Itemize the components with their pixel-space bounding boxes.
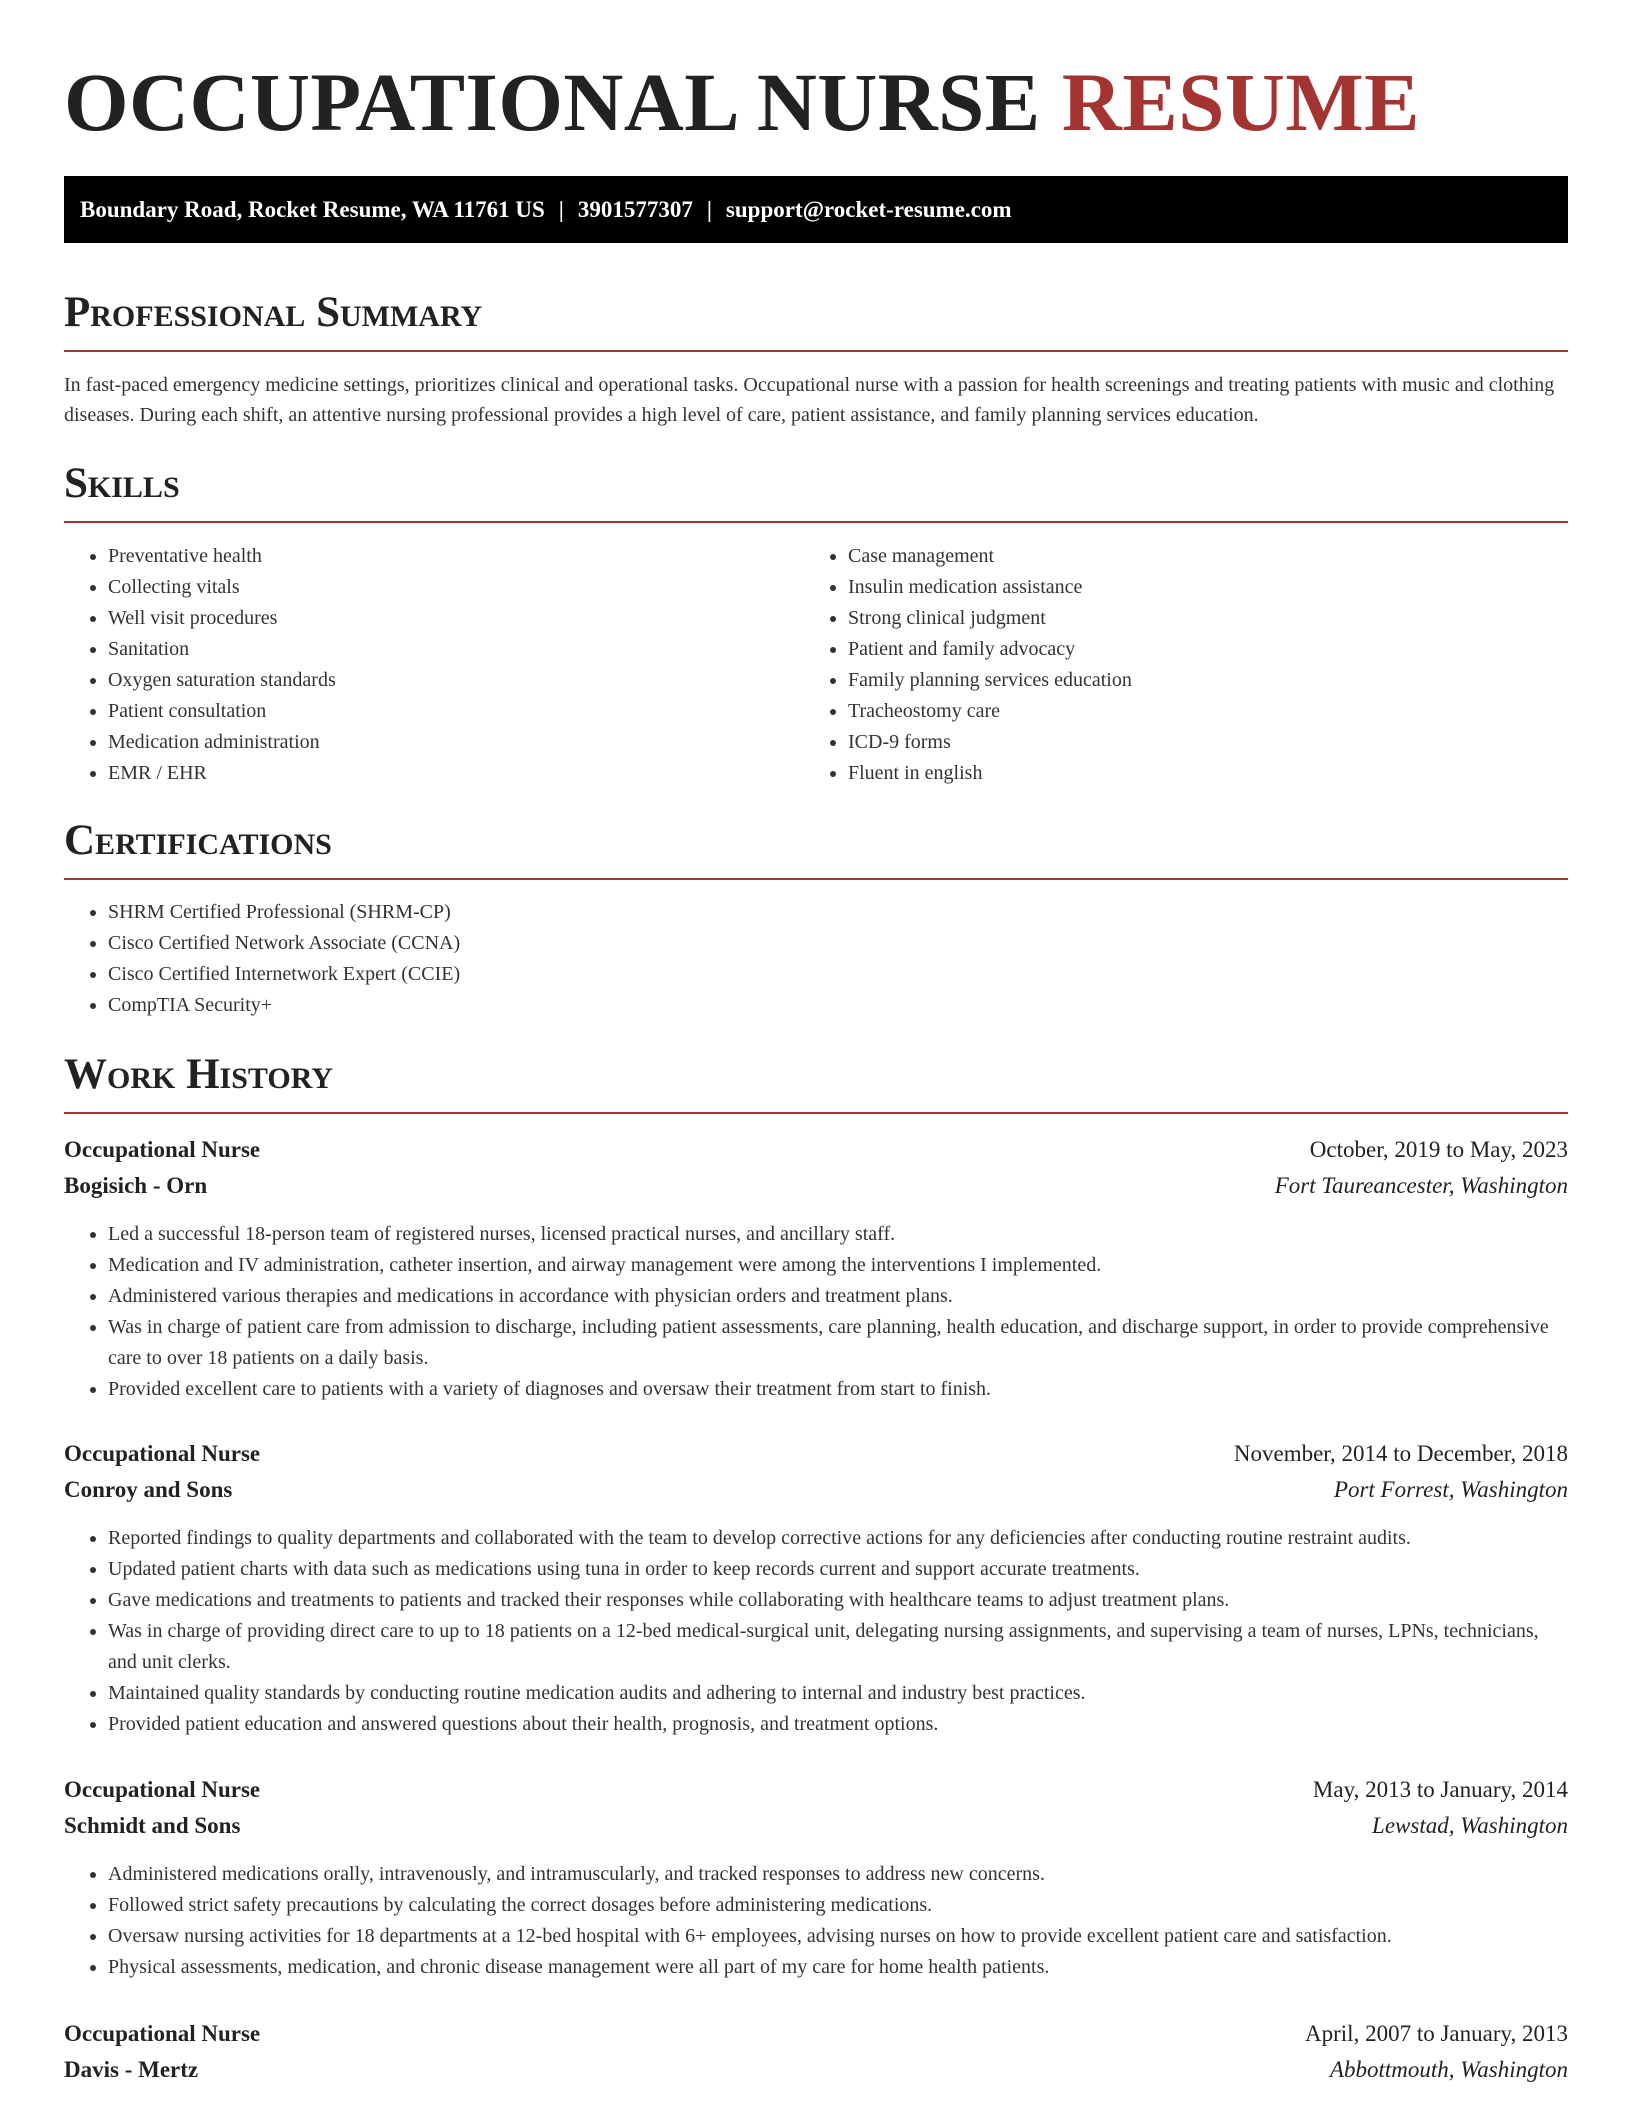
job-dates: May, 2013 to January, 2014: [1312, 1777, 1568, 1802]
skill-item: • Medication administration: [108, 727, 788, 758]
contact-phone[interactable]: 3901577307: [577, 197, 693, 222]
job-dates: April, 2007 to January, 2013: [1305, 2021, 1568, 2046]
job-title: Occupational Nurse: [64, 2021, 261, 2046]
resume-title: [64, 52, 1420, 152]
contact-email[interactable]: support@rocket-resume.com: [725, 197, 1012, 222]
contact-bar: [64, 176, 1568, 243]
skill-item: • Collecting vitals: [108, 572, 788, 603]
job-company: Schmidt and Sons: [64, 1813, 241, 1838]
contact-address: Boundary Road, Rocket Resume, WA 11761 US: [80, 197, 545, 222]
job-bullet: • Provided patient education and answered questions about their health, prognosis, and treatment options.: [108, 1709, 1568, 1740]
section-heading-summary: Professional Summary: [64, 289, 483, 336]
skills-list-right: [804, 541, 1548, 789]
skill-item: • Family planning services education: [848, 665, 1548, 696]
summary-text: In fast-paced emergency medicine settings, prioritizes clinical and operational tasks. Occupational nurse with a passion for health screenings and treating patients with music and clothing diseases. During each shift, an attentive nursing professional provides a high level of care, patient assistance, and family planning services education.: [64, 374, 1555, 426]
job-title: Occupational Nurse: [64, 1137, 261, 1162]
job-bullet-list: [64, 1523, 1568, 1740]
certifications-list: [64, 897, 1568, 1021]
section-heading-skills: Skills: [64, 460, 180, 507]
job-bullet: • Gave medications and treatments to patients and tracked their responses while collaborating with healthcare teams to adjust treatment plans.: [108, 1585, 1568, 1616]
job-company: Bogisich - Orn: [64, 1173, 208, 1198]
certification-item: • Cisco Certified Internetwork Expert (CCIE): [108, 959, 1568, 990]
job-bullet: • Updated patient charts with data such as medications using tuna in order to keep records current and support accurate treatments.: [108, 1554, 1568, 1585]
skill-item: • Oxygen saturation standards: [108, 665, 788, 696]
section-heading-certifications: Certifications: [64, 817, 332, 864]
job-bullet-list: [64, 1219, 1568, 1405]
skill-item: • EMR / EHR: [108, 758, 788, 789]
skill-item: • Strong clinical judgment: [848, 603, 1548, 634]
job-location: Fort Taureancester, Washington: [1274, 1173, 1568, 1198]
job-bullet: • Administered various therapies and medications in accordance with physician orders and treatment plans.: [108, 1281, 1568, 1312]
job-bullet: • Oversaw nursing activities for 18 departments at a 12-bed hospital with 6+ employees, advising nurses on how to provide excellent patient care and satisfaction.: [108, 1921, 1568, 1952]
job-bullet: • Medication and IV administration, catheter insertion, and airway management were among the interventions I implemented.: [108, 1250, 1568, 1281]
job-bullet: • Led a successful 18-person team of registered nurses, licensed practical nurses, and ancillary staff.: [108, 1219, 1568, 1250]
skill-item: • Preventative health: [108, 541, 788, 572]
skill-item: • Fluent in english: [848, 758, 1548, 789]
contact-separator: |: [706, 197, 712, 222]
job-bullet: • Maintained quality standards by conducting routine medication audits and adhering to internal and industry best practices.: [108, 1678, 1568, 1709]
job-bullet-list: [64, 1859, 1568, 1983]
skill-item: • Well visit procedures: [108, 603, 788, 634]
job-title: Occupational Nurse: [64, 1777, 261, 1802]
skill-item: • ICD-9 forms: [848, 727, 1548, 758]
job-bullet: • Reported findings to quality departments and collaborated with the team to develop corrective actions for any deficiencies after conducting routine restraint audits.: [108, 1523, 1568, 1554]
section-divider: [64, 878, 1568, 880]
job-location: Port Forrest, Washington: [1333, 1477, 1568, 1502]
job-dates: October, 2019 to May, 2023: [1309, 1137, 1568, 1162]
job-company: Davis - Mertz: [64, 2057, 199, 2082]
section-divider: [64, 1112, 1568, 1114]
job-bullet: • Provided excellent care to patients with a variety of diagnoses and oversaw their treatment from start to finish.: [108, 1374, 1568, 1405]
certification-item: • Cisco Certified Network Associate (CCNA): [108, 928, 1568, 959]
skill-item: • Patient consultation: [108, 696, 788, 727]
job-location: Abbottmouth, Washington: [1329, 2057, 1568, 2082]
skills-list-left: [64, 541, 788, 789]
skill-item: • Tracheostomy care: [848, 696, 1548, 727]
section-heading-work-history: Work History: [64, 1051, 333, 1098]
section-divider: [64, 350, 1568, 352]
job-bullet: • Administered medications orally, intravenously, and intramuscularly, and tracked responses to address new concerns.: [108, 1859, 1568, 1890]
job-bullet: • Followed strict safety precautions by calculating the correct dosages before administering medications.: [108, 1890, 1568, 1921]
job-bullet: • Was in charge of patient care from admission to discharge, including patient assessments, care planning, health education, and discharge support, in order to provide comprehensive care to over 18 patients on a daily basis.: [108, 1312, 1568, 1374]
skill-item: • Patient and family advocacy: [848, 634, 1548, 665]
job-title: Occupational Nurse: [64, 1441, 261, 1466]
job-location: Lewstad, Washington: [1372, 1813, 1568, 1838]
contact-separator: |: [558, 197, 564, 222]
certification-item: • SHRM Certified Professional (SHRM-CP): [108, 897, 1568, 928]
skill-item: • Sanitation: [108, 634, 788, 665]
title-main: OCCUPATIONAL NURSE: [64, 56, 1041, 148]
job-bullet: • Was in charge of providing direct care to up to 18 patients on a 12-bed medical-surgical unit, delegating nursing assignments, and supervising a team of nurses, LPNs, technicians, and unit clerks.: [108, 1616, 1568, 1678]
skill-item: • Case management: [848, 541, 1548, 572]
title-accent: RESUME: [1061, 56, 1421, 148]
job-bullet: • Physical assessments, medication, and chronic disease management were all part of my care for home health patients.: [108, 1952, 1568, 1983]
job-dates: November, 2014 to December, 2018: [1233, 1441, 1568, 1466]
certification-item: • CompTIA Security+: [108, 990, 1568, 1021]
section-divider: [64, 521, 1568, 523]
job-company: Conroy and Sons: [64, 1477, 233, 1502]
skill-item: • Insulin medication assistance: [848, 572, 1548, 603]
